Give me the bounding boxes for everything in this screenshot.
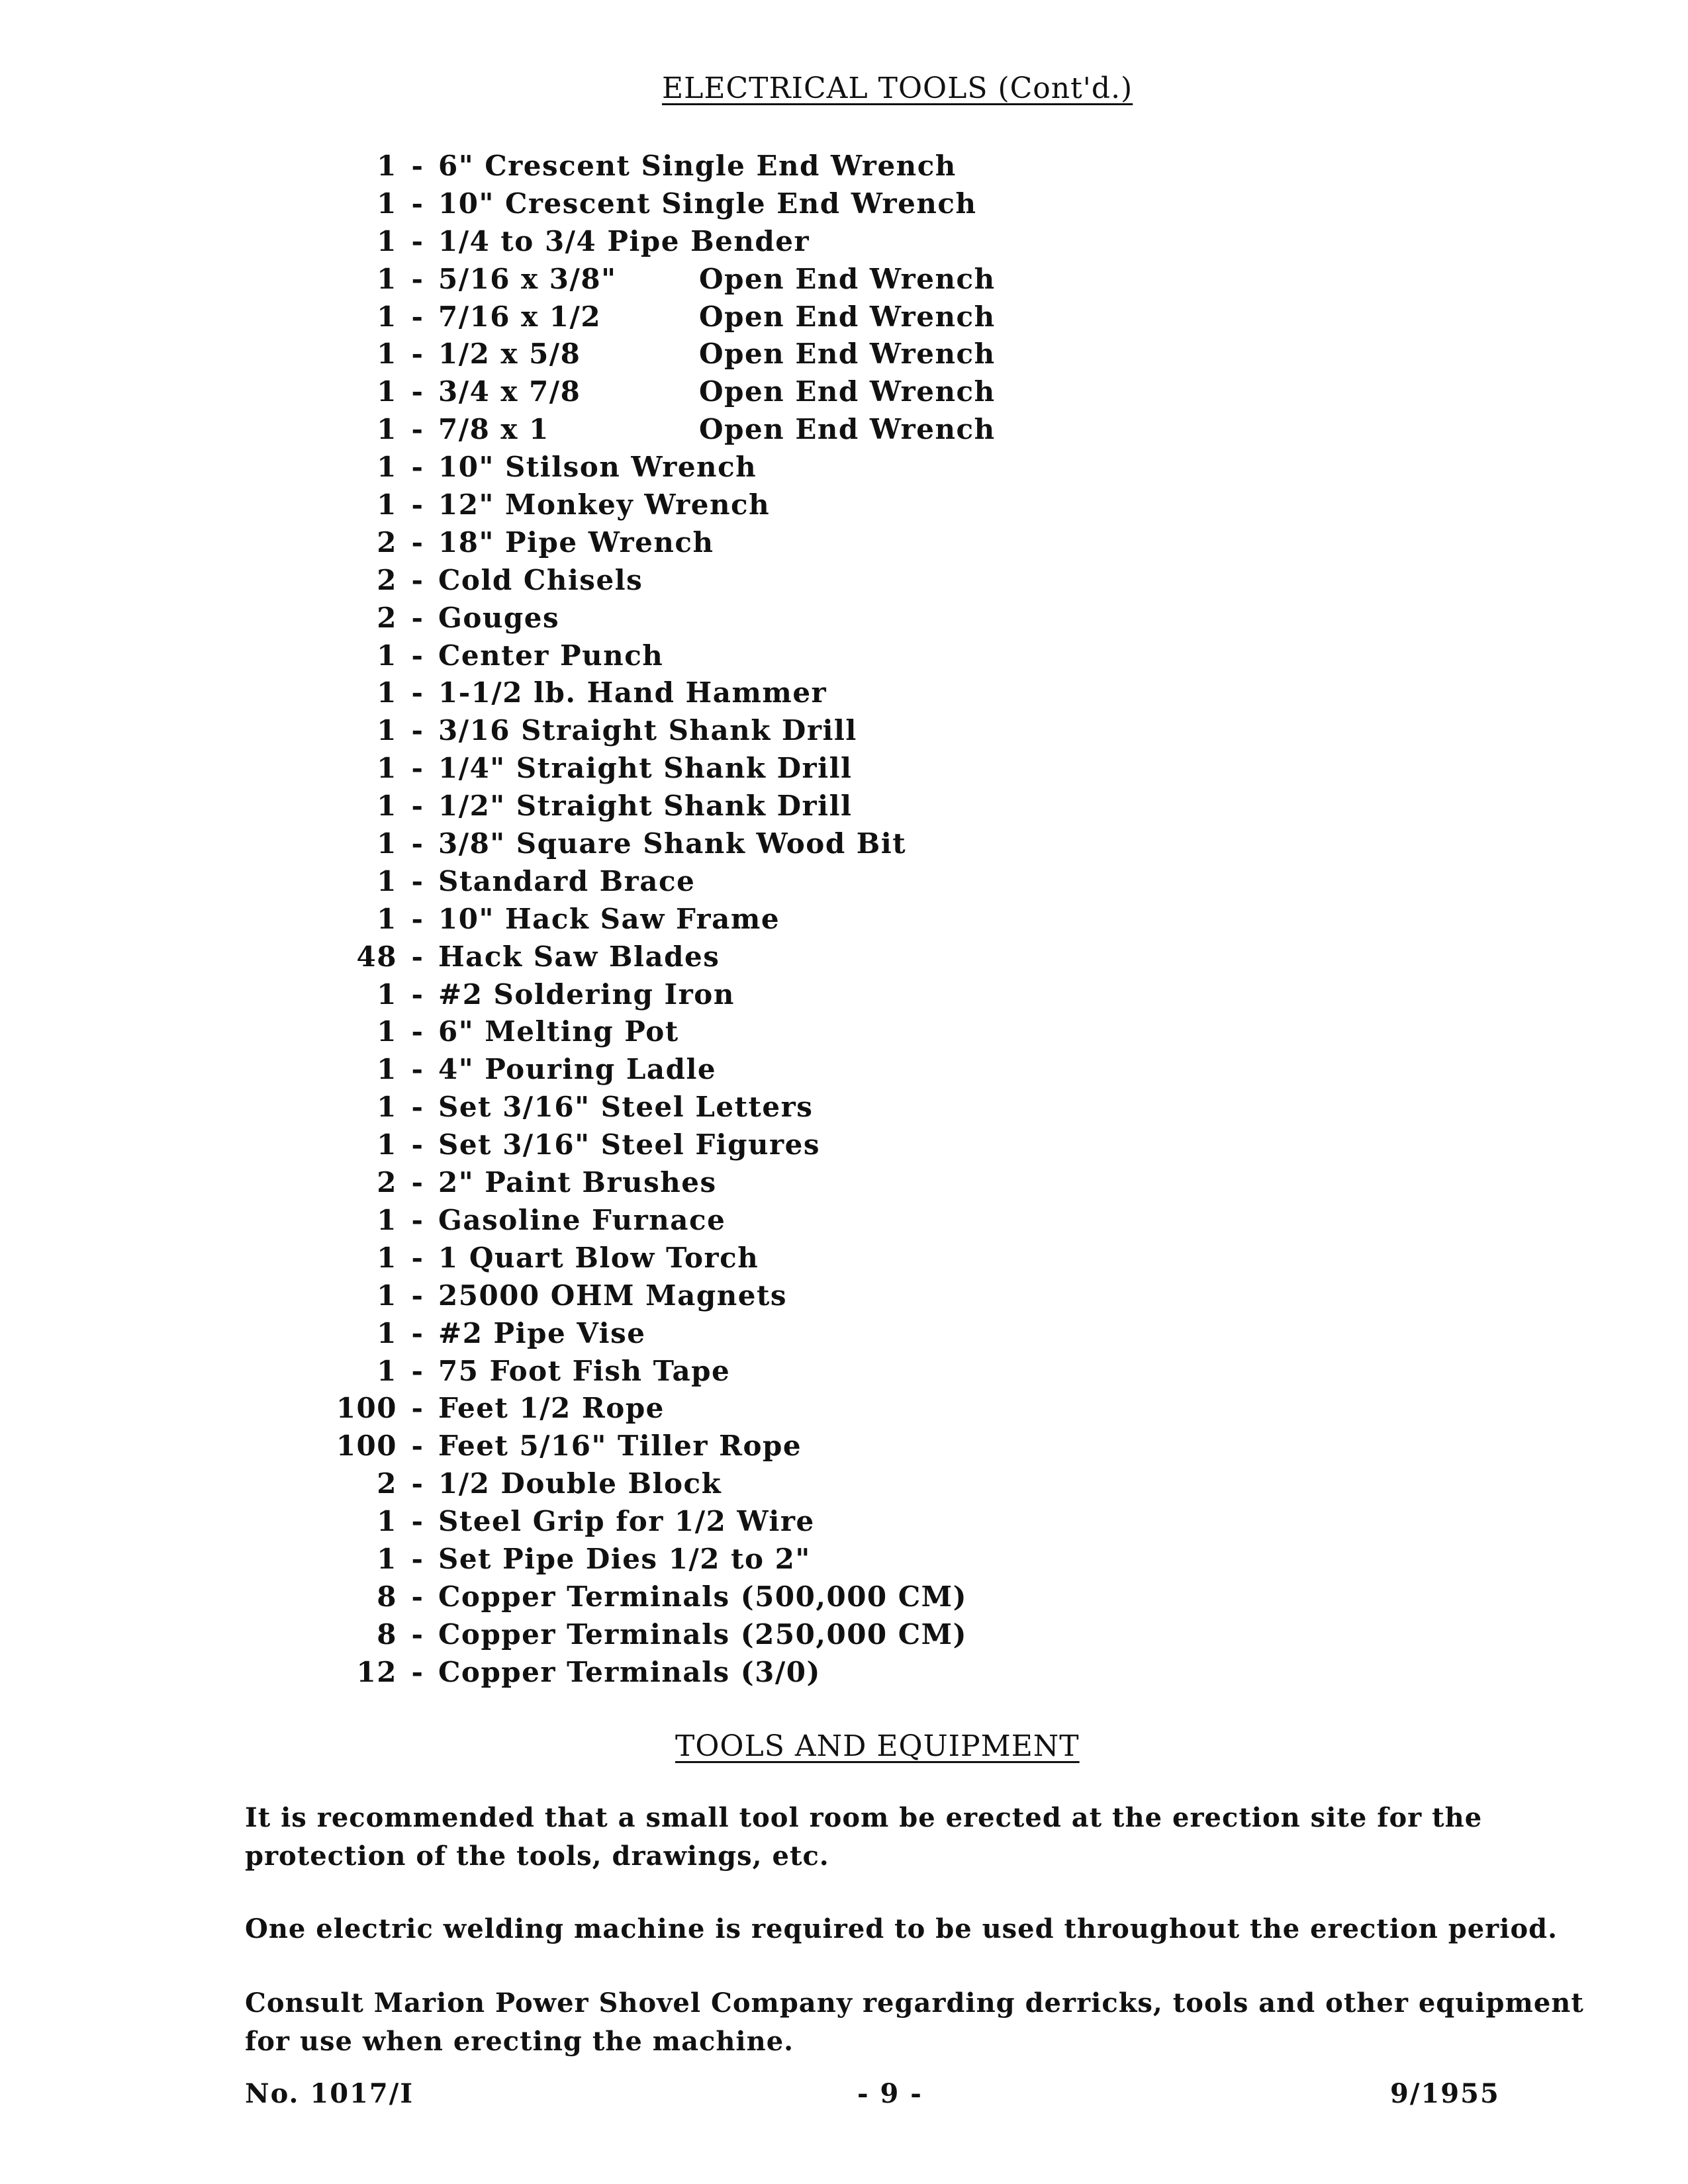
list-item [318, 865, 996, 903]
item-separator: - [411, 262, 424, 295]
list-item [318, 526, 996, 564]
item-separator: - [411, 224, 424, 257]
item-separator: - [411, 1279, 424, 1312]
tool-list [318, 150, 996, 1694]
item-separator: - [411, 601, 424, 634]
item-quantity: 8 [377, 1580, 397, 1613]
list-item [318, 1053, 996, 1091]
list-item [318, 375, 996, 413]
item-separator: - [411, 1617, 424, 1651]
list-item [318, 263, 996, 300]
item-quantity: 1 [377, 1542, 397, 1575]
item-separator: - [411, 827, 424, 860]
item-description: 1 Quart Blow Torch [438, 1241, 759, 1274]
item-separator: - [411, 902, 424, 935]
item-quantity: 1 [377, 262, 397, 295]
list-item [318, 1543, 996, 1580]
item-description: 10" Crescent Single End Wrench [438, 187, 977, 220]
item-quantity: 1 [377, 864, 397, 897]
item-quantity: 12 [356, 1655, 397, 1688]
list-item [318, 300, 996, 338]
list-item [318, 413, 996, 451]
item-separator: - [411, 375, 424, 408]
item-description: 1/4" Straight Shank Drill [438, 752, 853, 785]
item-separator: - [411, 940, 424, 973]
item-description: Gasoline Furnace [438, 1203, 726, 1236]
list-item [318, 1618, 996, 1656]
item-separator: - [411, 525, 424, 559]
item-quantity: 1 [377, 676, 397, 709]
item-quantity: 1 [377, 150, 397, 182]
item-description: Hack Saw Blades [438, 940, 720, 973]
item-description: Copper Terminals (250,000 CM) [438, 1617, 968, 1651]
item-quantity: 1 [377, 488, 397, 522]
item-separator: - [411, 1203, 424, 1236]
item-separator: - [411, 1316, 424, 1349]
item-separator: - [411, 639, 424, 672]
item-description: 6" Melting Pot [438, 1015, 679, 1048]
item-description: 10" Stilson Wrench [438, 451, 757, 484]
item-description: Center Punch [438, 639, 664, 672]
list-item [318, 1505, 996, 1543]
item-separator: - [411, 563, 424, 596]
item-description: Open End Wrench [699, 262, 996, 295]
item-description: Gouges [438, 601, 560, 634]
item-description: Open End Wrench [699, 338, 996, 371]
item-description: 10" Hack Saw Frame [438, 902, 780, 935]
item-separator: - [411, 864, 424, 897]
item-description: 75 Foot Fish Tape [438, 1354, 731, 1387]
item-description: 25000 OHM Magnets [438, 1279, 787, 1312]
item-quantity: 1 [377, 1128, 397, 1161]
item-quantity: 1 [377, 1091, 397, 1124]
item-quantity: 1 [377, 1279, 397, 1312]
item-quantity: 48 [356, 940, 397, 973]
footer-doc-number: No. 1017/I [245, 2078, 414, 2109]
item-description: Feet 1/2 Rope [438, 1392, 665, 1425]
list-item [318, 1392, 996, 1430]
item-quantity: 1 [377, 902, 397, 935]
list-item [318, 451, 996, 488]
list-item [318, 903, 996, 940]
item-separator: - [411, 1655, 424, 1688]
list-item [318, 940, 996, 978]
list-item [318, 1091, 996, 1128]
section-heading-electrical-tools: ELECTRICAL TOOLS (Cont'd.) [662, 71, 1133, 105]
item-description: 12" Monkey Wrench [438, 488, 771, 522]
list-item [318, 1015, 996, 1053]
item-size: 7/8 x 1 [438, 413, 549, 446]
item-quantity: 1 [377, 1015, 397, 1048]
item-separator: - [411, 790, 424, 823]
item-description: 1-1/2 lb. Hand Hammer [438, 676, 827, 709]
footer-date: 9/1955 [1390, 2078, 1500, 2109]
item-description: Cold Chisels [438, 563, 643, 596]
item-description: 2" Paint Brushes [438, 1166, 717, 1199]
item-quantity: 1 [377, 451, 397, 484]
list-item [318, 602, 996, 639]
item-separator: - [411, 451, 424, 484]
item-quantity: 1 [377, 790, 397, 823]
list-item [318, 790, 996, 827]
item-description: Copper Terminals (3/0) [438, 1655, 821, 1688]
item-size: 3/4 x 7/8 [438, 375, 581, 408]
item-description: 6" Crescent Single End Wrench [438, 150, 957, 182]
list-item [318, 488, 996, 526]
list-item [318, 338, 996, 375]
item-separator: - [411, 978, 424, 1011]
list-item [318, 1204, 996, 1242]
item-description: Open End Wrench [699, 413, 996, 446]
item-separator: - [411, 676, 424, 709]
item-quantity: 8 [377, 1617, 397, 1651]
item-separator: - [411, 1467, 424, 1500]
item-description: Set 3/16" Steel Figures [438, 1128, 821, 1161]
list-item [318, 1580, 996, 1618]
item-quantity: 2 [377, 601, 397, 634]
footer-page-number: - 9 - [857, 2078, 923, 2109]
item-description: #2 Pipe Vise [438, 1316, 646, 1349]
item-size: 1/2 x 5/8 [438, 338, 581, 371]
list-item [318, 1242, 996, 1279]
item-quantity: 1 [377, 413, 397, 446]
item-quantity: 1 [377, 827, 397, 860]
list-item [318, 564, 996, 602]
item-description: #2 Soldering Iron [438, 978, 735, 1011]
item-description: Steel Grip for 1/2 Wire [438, 1505, 815, 1538]
item-separator: - [411, 1166, 424, 1199]
paragraph-tool-room: It is recommended that a small tool room be erected at the erection site for the protection of the tools, drawings, etc. [245, 1802, 1483, 1872]
list-item [318, 1128, 996, 1166]
item-description: Set 3/16" Steel Letters [438, 1091, 814, 1124]
item-size: 5/16 x 3/8" [438, 262, 617, 295]
item-quantity: 1 [377, 1053, 397, 1086]
item-separator: - [411, 300, 424, 333]
list-item [318, 1430, 996, 1467]
item-quantity: 1 [377, 224, 397, 257]
item-separator: - [411, 1091, 424, 1124]
item-description: 3/16 Straight Shank Drill [438, 714, 857, 747]
item-quantity: 1 [377, 1203, 397, 1236]
item-description: Standard Brace [438, 864, 696, 897]
list-item [318, 225, 996, 263]
item-description: Copper Terminals (500,000 CM) [438, 1580, 968, 1613]
item-quantity: 2 [377, 1467, 397, 1500]
item-description: Open End Wrench [699, 375, 996, 408]
item-separator: - [411, 1354, 424, 1387]
item-separator: - [411, 413, 424, 446]
item-quantity: 1 [377, 1354, 397, 1387]
item-separator: - [411, 150, 424, 182]
item-size: 7/16 x 1/2 [438, 300, 602, 333]
paragraph-consult-marion: Consult Marion Power Shovel Company regarding derricks, tools and other equipment for use when erecting the machine. [245, 1987, 1584, 2057]
list-item [318, 639, 996, 677]
item-description: 1/2" Straight Shank Drill [438, 790, 853, 823]
item-quantity: 1 [377, 1505, 397, 1538]
paragraph-welding-machine: One electric welding machine is required to be used throughout the erection period. [245, 1913, 1558, 1944]
list-item [318, 1166, 996, 1204]
item-separator: - [411, 1053, 424, 1086]
item-separator: - [411, 1392, 424, 1425]
section-heading-tools-and-equipment: TOOLS AND EQUIPMENT [675, 1729, 1080, 1763]
list-item [318, 676, 996, 714]
item-quantity: 2 [377, 1166, 397, 1199]
list-item [318, 827, 996, 865]
item-quantity: 1 [377, 639, 397, 672]
item-quantity: 1 [377, 752, 397, 785]
item-separator: - [411, 1542, 424, 1575]
item-separator: - [411, 338, 424, 371]
item-quantity: 2 [377, 563, 397, 596]
item-quantity: 1 [377, 300, 397, 333]
item-separator: - [411, 1505, 424, 1538]
list-item [318, 714, 996, 752]
item-description: Open End Wrench [699, 300, 996, 333]
item-quantity: 100 [336, 1430, 397, 1463]
item-description: 18" Pipe Wrench [438, 525, 714, 559]
item-separator: - [411, 1580, 424, 1613]
list-item [318, 978, 996, 1016]
item-description: Set Pipe Dies 1/2 to 2" [438, 1542, 811, 1575]
item-quantity: 1 [377, 714, 397, 747]
item-quantity: 1 [377, 1316, 397, 1349]
item-separator: - [411, 488, 424, 522]
item-quantity: 100 [336, 1392, 397, 1425]
item-description: 1/4 to 3/4 Pipe Bender [438, 224, 810, 257]
list-item [318, 150, 996, 187]
list-item [318, 187, 996, 225]
item-quantity: 1 [377, 338, 397, 371]
item-quantity: 1 [377, 187, 397, 220]
item-quantity: 1 [377, 1241, 397, 1274]
item-separator: - [411, 714, 424, 747]
item-separator: - [411, 1430, 424, 1463]
list-item [318, 1317, 996, 1355]
list-item [318, 1656, 996, 1694]
item-separator: - [411, 752, 424, 785]
item-quantity: 2 [377, 525, 397, 559]
list-item [318, 1355, 996, 1392]
item-separator: - [411, 1241, 424, 1274]
item-separator: - [411, 1015, 424, 1048]
item-quantity: 1 [377, 375, 397, 408]
item-description: 3/8" Square Shank Wood Bit [438, 827, 907, 860]
item-description: Feet 5/16" Tiller Rope [438, 1430, 802, 1463]
list-item [318, 1279, 996, 1317]
item-quantity: 1 [377, 978, 397, 1011]
list-item [318, 752, 996, 790]
item-description: 4" Pouring Ladle [438, 1053, 717, 1086]
item-separator: - [411, 187, 424, 220]
item-separator: - [411, 1128, 424, 1161]
list-item [318, 1467, 996, 1505]
item-description: 1/2 Double Block [438, 1467, 722, 1500]
